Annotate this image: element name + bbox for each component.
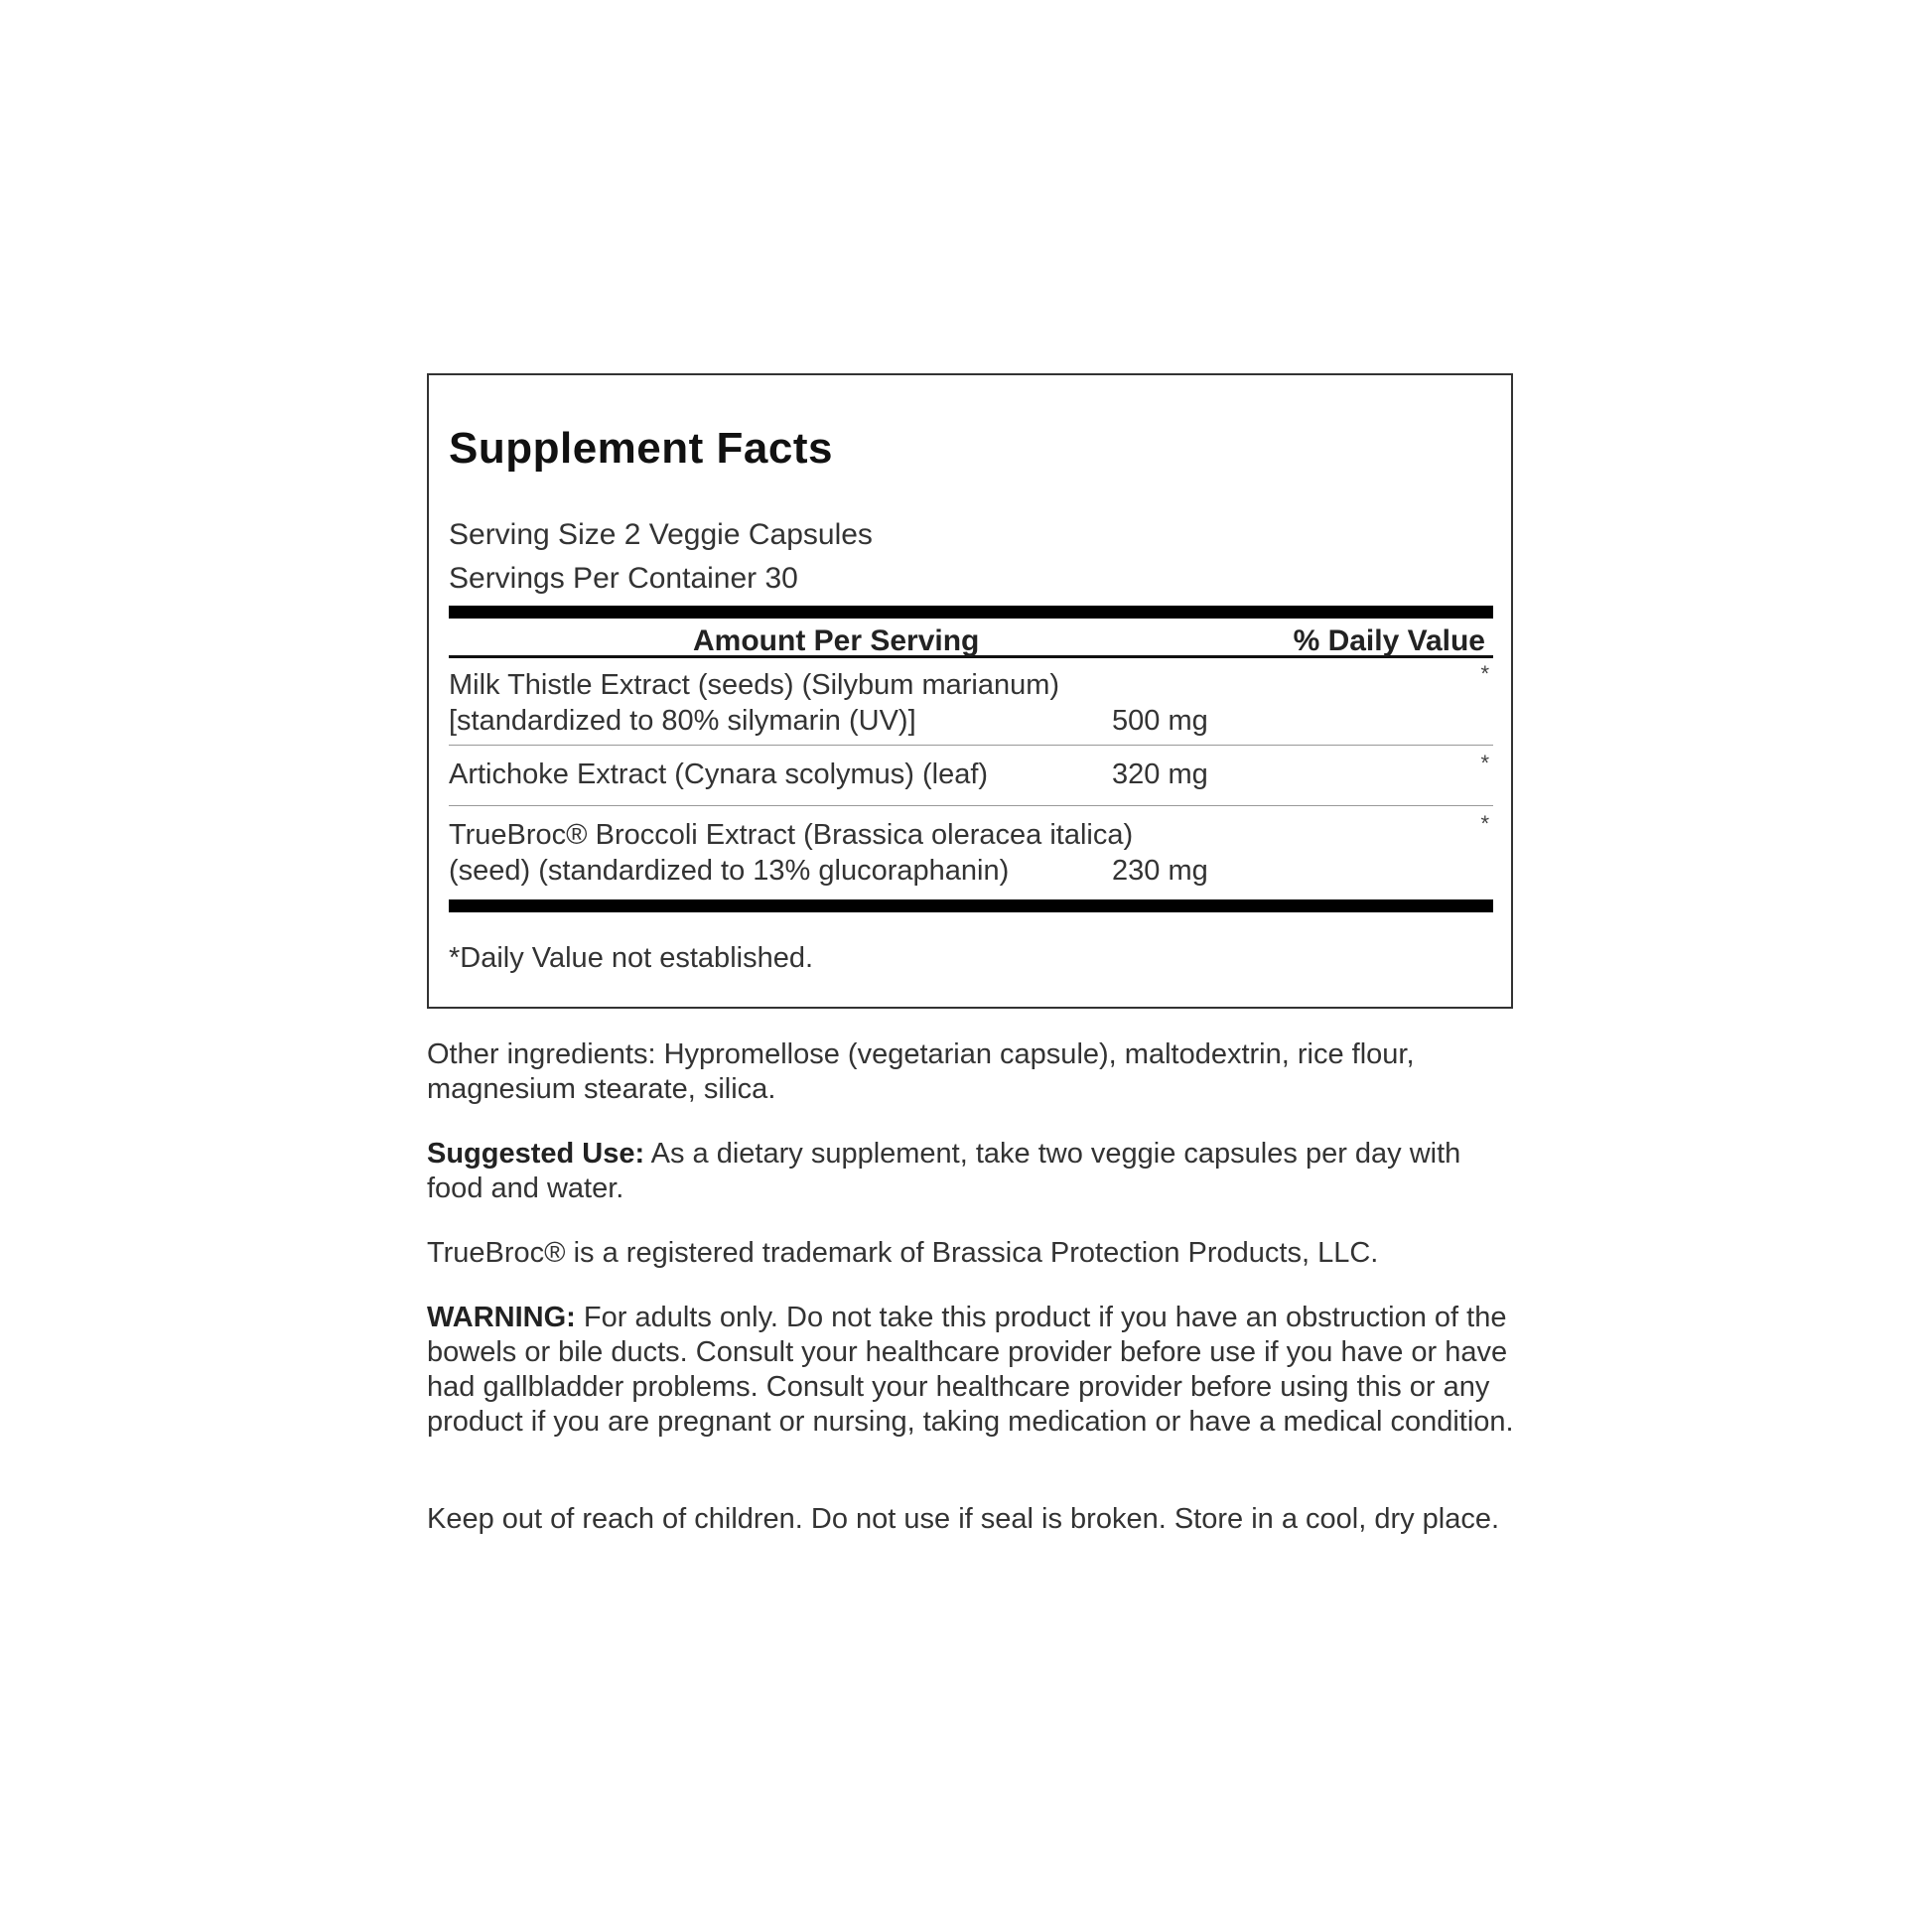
- ingredient-name-line: (seed) (standardized to 13% glucoraphanin): [449, 855, 1010, 887]
- ingredient-daily-value: *: [1480, 811, 1489, 836]
- storage-instructions: Keep out of reach of children. Do not use if seal is broken. Store in a cool, dry place.: [427, 1503, 1500, 1535]
- ingredient-name: [449, 757, 988, 792]
- ingredient-name-line: [standardized to 80% silymarin (UV)]: [449, 705, 916, 737]
- ingredient-daily-value: *: [1480, 751, 1489, 775]
- ingredient-amount: 500 mg: [1112, 705, 1208, 737]
- daily-value-header: % Daily Value: [1293, 624, 1485, 657]
- ingredient-amount: 320 mg: [1112, 759, 1208, 790]
- daily-value-footnote: *Daily Value not established.: [449, 942, 814, 974]
- facts-header-row: [449, 619, 1493, 658]
- bottom-divider-bar: [449, 899, 1493, 912]
- amount-per-serving-header: Amount Per Serving: [693, 624, 980, 657]
- ingredient-name: [449, 817, 1133, 889]
- trademark-notice: TrueBroc® is a registered trademark of Brassica Protection Products, LLC.: [427, 1237, 1379, 1269]
- servings-per-container: Servings Per Container 30: [449, 562, 798, 595]
- warning: [427, 1301, 1519, 1440]
- ingredient-amount: 230 mg: [1112, 855, 1208, 887]
- top-divider-bar: [449, 606, 1493, 619]
- warning-text: For adults only. Do not take this product if you have an obstruction of the bowels or bile ducts. Consult your healthcare provider before use if you have or have had gallbladder problems. Consult your healthcare provider before using this or any product if you are pregnant or nursing, taking medication or have a medical condition.: [427, 1302, 1514, 1438]
- suggested-use-label: Suggested Use:: [427, 1138, 645, 1170]
- other-ingredients: Other ingredients: Hypromellose (vegetarian capsule), maltodextrin, rice flour, magnesium stearate, silica.: [427, 1038, 1415, 1105]
- warning-label: WARNING:: [427, 1302, 576, 1333]
- ingredient-row: [449, 811, 1493, 899]
- ingredient-name: [449, 667, 1059, 739]
- suggested-use: [427, 1137, 1519, 1206]
- ingredient-name-line: Milk Thistle Extract (seeds) (Silybum marianum): [449, 669, 1060, 701]
- ingredient-name-line: TrueBroc® Broccoli Extract (Brassica oleracea italica): [449, 819, 1134, 851]
- ingredient-name-line: Artichoke Extract (Cynara scolymus) (leaf): [449, 759, 989, 790]
- ingredient-daily-value: *: [1480, 661, 1489, 686]
- serving-size: Serving Size 2 Veggie Capsules: [449, 518, 873, 551]
- supplement-facts-panel: [427, 373, 1513, 1009]
- suggested-use-text: As a dietary supplement, take two veggie capsules per day with food and water.: [427, 1138, 1461, 1204]
- facts-title: Supplement Facts: [449, 424, 833, 473]
- ingredient-row: [449, 661, 1493, 746]
- ingredient-row: [449, 751, 1493, 806]
